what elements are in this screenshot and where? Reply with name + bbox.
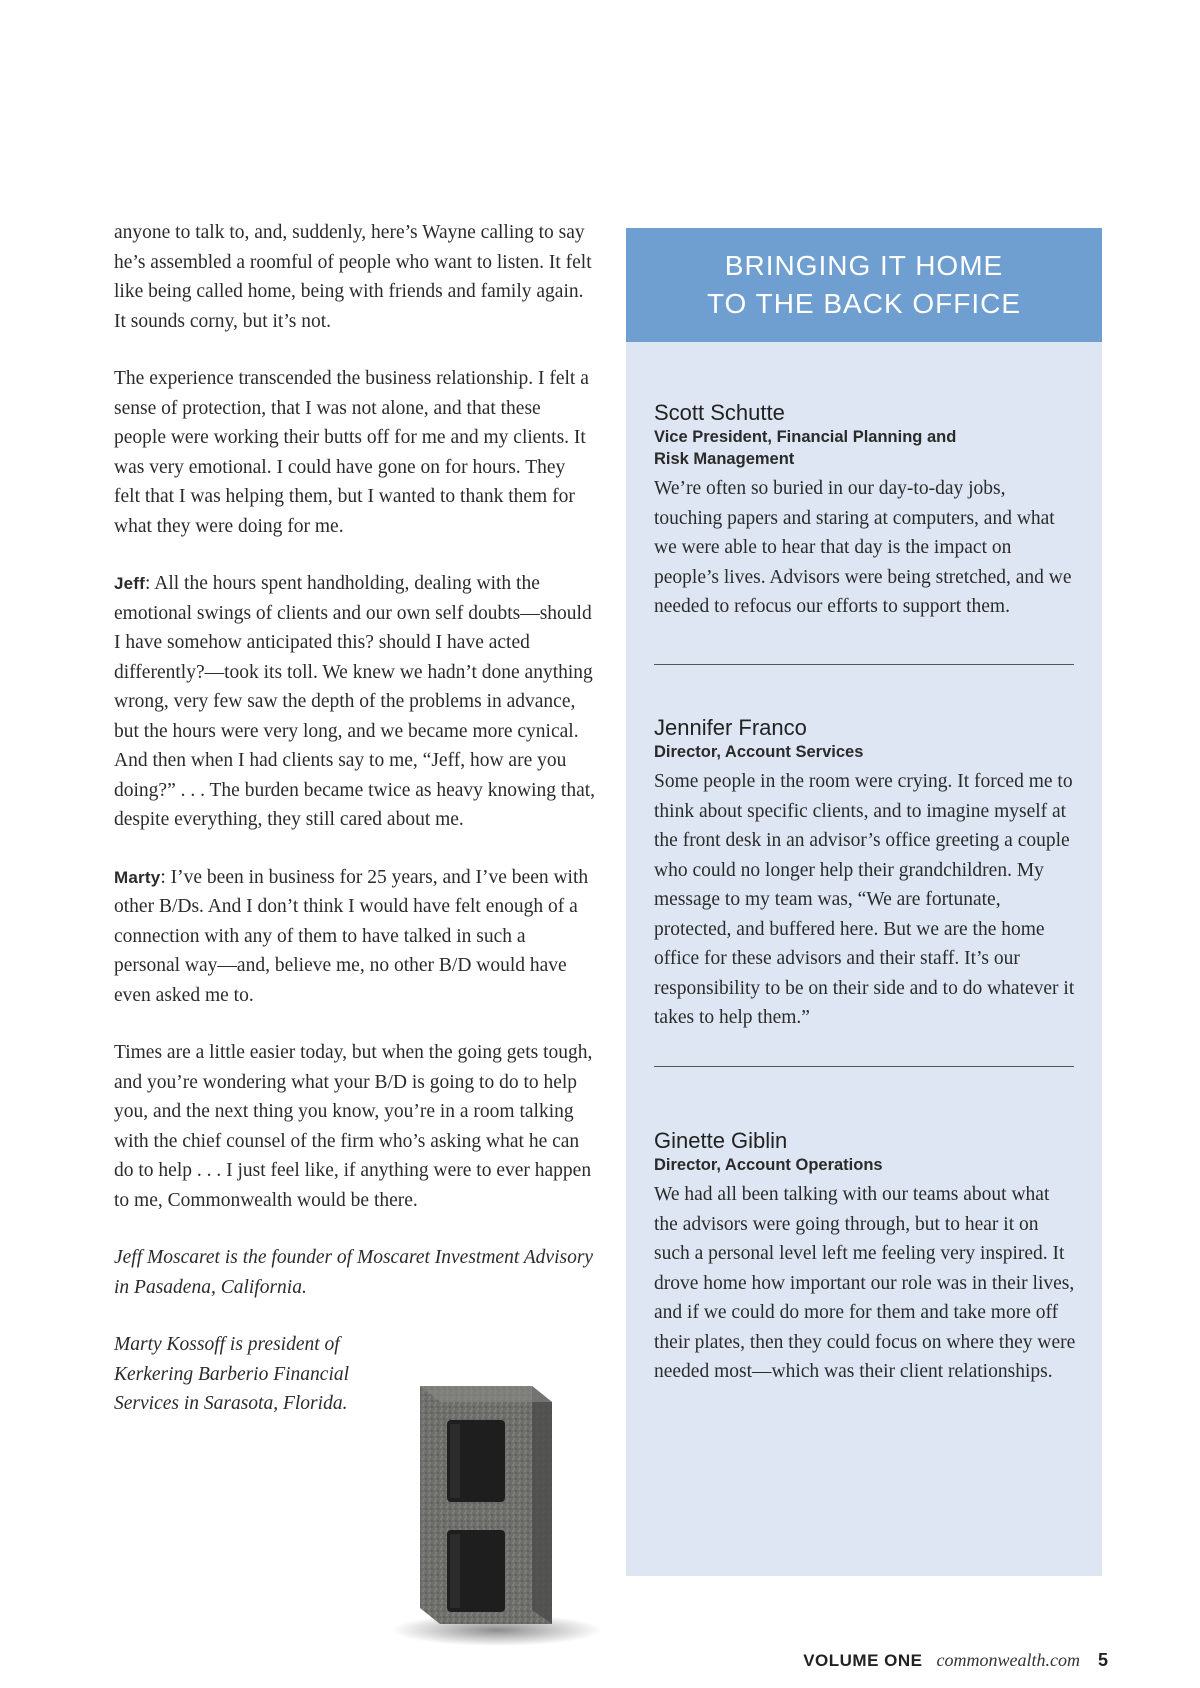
author-bio-marty: Marty Kossoff is president of Kerkering Barberio Financial Services in Sarasota, Florida. <box>114 1334 350 1414</box>
paragraph: anyone to talk to, and, suddenly, here’s Wayne calling to say he’s assembled a roomful of people who want to listen. It felt like being called home, being with friends and family again. It sounds corny, but it’s not. <box>114 222 592 332</box>
paragraph: The experience transcended the business relationship. I felt a sense of protection, that I was not alone, and that these people were working their butts off for me and my clients. It was very emotional. I could have gone on for hours. They felt that I was helping them, but I wanted to thank them for what they were doing for me. <box>114 368 589 537</box>
footer-site: commonwealth.com <box>936 1650 1080 1670</box>
page-footer <box>803 1650 1108 1671</box>
entry-quote: We’re often so buried in our day-to-day jobs, touching papers and staring at computers, and what we were able to hear that day is the impact on people’s lives. Advisors were being stretched, and we needed to refocus our efforts to support them. <box>654 478 1072 617</box>
paragraph: Times are a little easier today, but when the going gets tough, and you’re wondering what your B/D is going to do to help you, and the next thing you know, you’re in a room talking with the chief counsel of the firm who’s asking what he can do to help . . . I just feel like, if anything were to ever happen to me, Commonwealth would be there. <box>114 1042 593 1211</box>
paragraph <box>114 863 596 1011</box>
entry-role: Risk Management <box>654 450 795 468</box>
entry-role: Director, Account Operations <box>654 1156 883 1174</box>
sidebar-title-line2: TO THE BACK OFFICE <box>706 288 1022 319</box>
divider <box>654 1066 1074 1067</box>
testimonial-scott-schutte <box>654 400 1078 622</box>
author-bio-jeff: Jeff Moscaret is the founder of Moscaret Investment Advisory in Pasadena, California. <box>114 1247 594 1298</box>
entry-role: Director, Account Services <box>654 743 864 761</box>
entry-name: Jennifer Franco <box>654 715 807 740</box>
paragraph-text: : I’ve been in business for 25 years, and I’ve been with other B/Ds. And I don’t think I would have felt enough of a connection with any of them to have talked in such a personal way—and, believe me, no other B/D would have even asked me to. <box>114 866 589 1006</box>
cinder-block-image <box>392 1380 602 1648</box>
testimonial-ginette-giblin <box>654 1128 1078 1387</box>
entry-name: Ginette Giblin <box>654 1128 788 1153</box>
entry-quote: We had all been talking with our teams about what the advisors were going through, but to hear it on such a personal level left me feeling very inspired. It drove home how important our role was in their lives, and if we could do more for them and take more off their plates, then they could focus on where they were needed most—which was their client relationships. <box>654 1184 1076 1382</box>
entry-quote: Some people in the room were crying. It forced me to think about specific clients, and to imagine myself at the front desk in an advisor’s office greeting a couple who could no longer help their grandchildren. My message to my team was, “We are fortunate, protected, and buffered here. But we are the home office for these advisors and their staff. It’s our responsibility to be on their side and to do whatever it takes to help them.” <box>654 771 1075 1028</box>
paragraph-text: : All the hours spent handholding, dealing with the emotional swings of clients and our own self doubts—should I have somehow anticipated this? should I have acted differently?—took its toll. We knew we hadn’t done anything wrong, very few saw the depth of the problems in advance, but the hours were very long, and we became more cynical. And then when I had clients say to me, “Jeff, how are you doing?” . . . The burden became twice as heavy knowing that, despite everything, they still cared about me. <box>114 573 596 830</box>
speaker-label: Jeff <box>114 574 146 593</box>
page-number: 5 <box>1097 1650 1108 1670</box>
article-body <box>114 218 596 1447</box>
entry-name: Scott Schutte <box>654 400 785 425</box>
speaker-label: Marty <box>114 867 161 887</box>
footer-volume: VOLUME ONE <box>803 1651 923 1670</box>
testimonial-jennifer-franco <box>654 715 1078 1033</box>
sidebar-back-office <box>626 228 1102 1576</box>
sidebar-title-line1: BRINGING IT HOME <box>724 250 1004 281</box>
entry-role: Vice President, Financial Planning and <box>654 428 957 446</box>
sidebar-title <box>626 228 1102 342</box>
paragraph <box>114 569 596 835</box>
divider <box>654 664 1074 665</box>
